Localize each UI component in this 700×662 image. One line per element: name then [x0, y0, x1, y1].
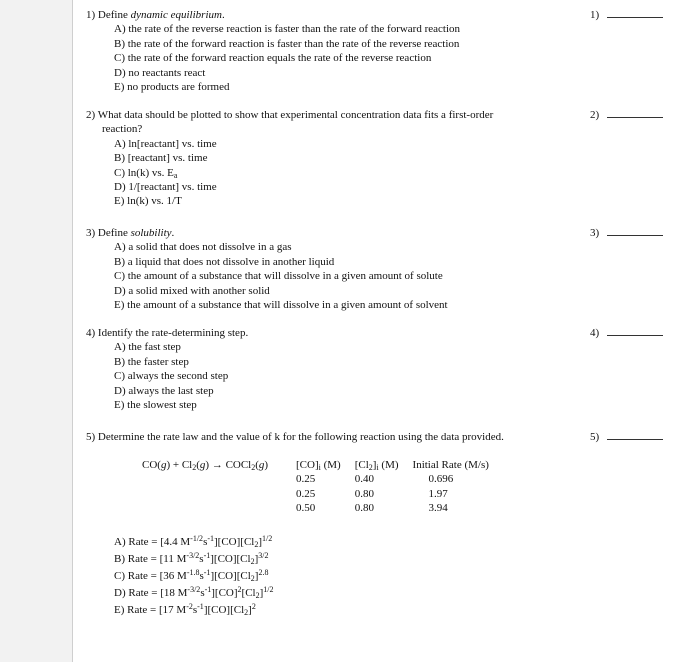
answer-blank-4[interactable]: 4)	[590, 326, 680, 340]
q2-choice-d: D) 1/[reactant] vs. time	[114, 181, 217, 194]
question-3-stem: 3) Define solubility.	[86, 227, 175, 239]
table-cell: 0.25	[296, 487, 316, 500]
q5-choice-d: D) Rate = [18 $M^{-3/2}s^{-1}][CO]^2[Cl_2]^{1/2}$	[114, 585, 274, 600]
question-5-stem: 5) Determine the rate law and the value of k for the following reaction using the data provided.	[86, 431, 504, 443]
table-cell: 0.80	[354, 502, 374, 515]
question-4	[86, 326, 556, 412]
q2-choice-e: E) ln(k) vs. 1/T	[114, 195, 182, 208]
q4-choice-e: E) the slowest step	[114, 399, 197, 412]
rate-data-table	[296, 458, 503, 516]
q3-choice-b: B) a liquid that does not dissolve in another liquid	[114, 255, 335, 268]
table-cell: 0.50	[296, 502, 316, 515]
question-2-stem: 2) What data should be plotted to show that experimental concentration data fits a first-order reaction?	[86, 109, 494, 136]
q3-choice-c: C) the amount of a substance that will dissolve in a given amount of solute	[114, 270, 443, 283]
q4-choice-c: C) always the second step	[114, 370, 229, 383]
q3-choice-d: D) a solid mixed with another solid	[114, 284, 270, 297]
table-cell: 1.97	[428, 487, 448, 500]
answer-blank-5[interactable]: 5)	[590, 430, 680, 444]
table-cell: 0.80	[354, 487, 374, 500]
q1-choice-c: C) the rate of the forward reaction equals the rate of the reverse reaction	[114, 52, 432, 65]
col-header-co: $[CO]_i$ (M)	[296, 459, 341, 472]
q2-choice-c: C) ln(k) vs. $E_a$	[114, 166, 178, 180]
table-cell: 0.40	[354, 473, 374, 486]
q4-choice-b: B) the faster step	[114, 355, 189, 368]
table-row	[296, 501, 503, 515]
question-5	[86, 430, 556, 444]
question-2	[86, 108, 556, 209]
q3-choice-e: E) the amount of a substance that will dissolve in a given amount of solvent	[114, 299, 448, 312]
q1-choice-e: E) no products are formed	[114, 81, 230, 94]
col-header-rate: Initial Rate (M/s)	[412, 459, 489, 471]
table-cell: 3.94	[428, 502, 448, 515]
question-3	[86, 226, 556, 312]
page-left-margin	[0, 0, 73, 662]
reaction-equation: $CO(g) + Cl_2(g)$ → COCl$_2$(g)	[142, 459, 269, 472]
q4-choice-a: A) the fast step	[114, 341, 181, 354]
table-row	[296, 472, 503, 486]
col-header-cl2: $[Cl_2]_i$ (M)	[354, 459, 399, 472]
answer-blank-2[interactable]: 2)	[590, 108, 680, 122]
question-1	[86, 8, 556, 94]
question-4-stem: 4) Identify the rate-determining step.	[86, 327, 249, 339]
table-row	[296, 487, 503, 501]
q5-choice-b: B) Rate = [11 $M^{-3/2}s^{-1}][CO][Cl_2]^{3/2}$	[114, 551, 269, 566]
q5-choice-c: C) Rate = [36 $M^{-1.8}s^{-1}][CO][Cl_2]^{2.8}$	[114, 568, 269, 583]
q5-choice-a: A) Rate = [4.4 $M^{-1/2}s^{-1}][CO][Cl_2]^{1/2}$	[114, 534, 273, 549]
reaction-and-data	[142, 458, 562, 518]
q1-choice-b: B) the rate of the forward reaction is faster than the rate of the reverse reaction	[114, 37, 460, 50]
table-cell: 0.25	[296, 473, 316, 486]
q3-choice-a: A) a solid that does not dissolve in a gas	[114, 241, 292, 254]
question-5-choices	[114, 534, 584, 619]
q4-choice-d: D) always the last step	[114, 384, 214, 397]
table-cell: 0.696	[428, 473, 454, 486]
answer-blank-3[interactable]: 3)	[590, 226, 680, 240]
q5-choice-e: E) Rate = [17 $M^{-2}s^{-1}][CO][Cl_2]^2$	[114, 602, 256, 617]
question-1-stem: 1) Define dynamic equilibrium.	[86, 9, 225, 21]
q1-choice-a: A) the rate of the reverse reaction is faster than the rate of the forward reaction	[114, 23, 461, 36]
q2-choice-b: B) [reactant] vs. time	[114, 152, 208, 165]
answer-blank-1[interactable]: 1)	[590, 8, 680, 22]
q1-choice-d: D) no reactants react	[114, 66, 206, 79]
q2-choice-a: A) ln[reactant] vs. time	[114, 137, 217, 150]
